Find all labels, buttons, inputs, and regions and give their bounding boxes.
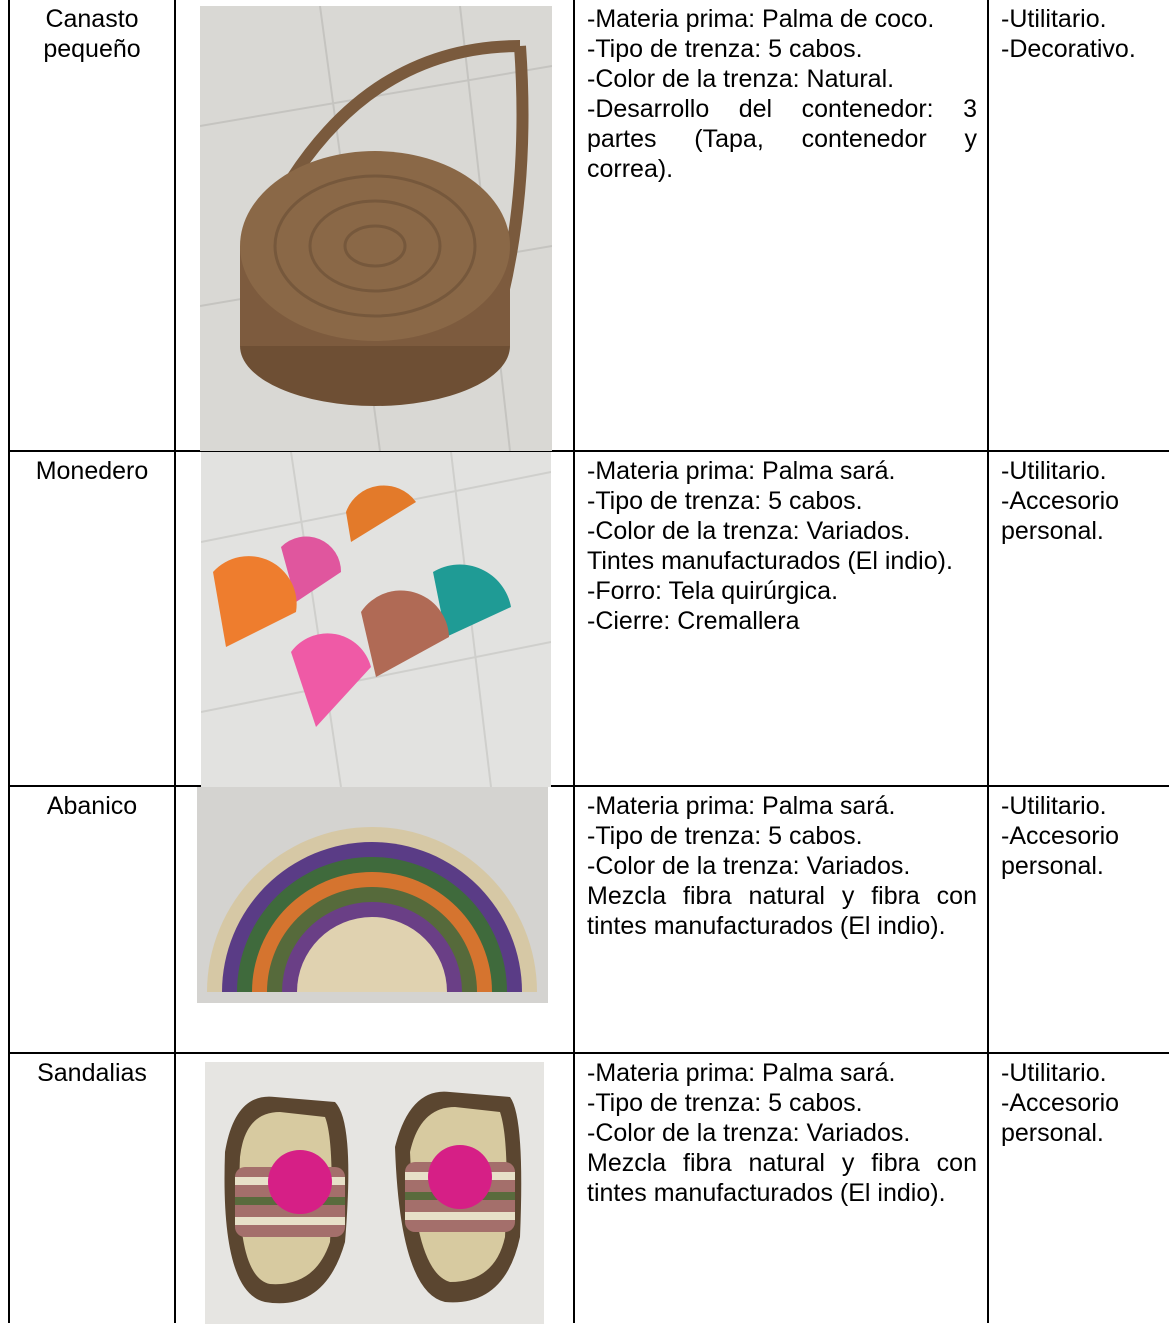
description-line: -Color de la trenza: Variados. <box>587 517 911 545</box>
description-line: -Materia prima: Palma sará. <box>587 1059 896 1087</box>
table-row <box>9 1053 1169 1323</box>
product-photo-cell <box>175 786 574 1053</box>
table-row <box>9 0 1169 451</box>
use-line: -Accesorio personal. <box>1001 1089 1120 1147</box>
product-name: Monedero <box>9 451 175 786</box>
description-line: -Color de la trenza: Natural. <box>587 65 895 93</box>
use-line: -Utilitario. <box>1001 5 1107 33</box>
product-use <box>988 1053 1169 1323</box>
coin-purses-photo <box>201 452 551 787</box>
description-line: -Materia prima: Palma de coco. <box>587 5 935 33</box>
description-line: -Tipo de trenza: 5 cabos. <box>587 822 863 850</box>
product-use <box>988 786 1169 1053</box>
description-line: -Color de la trenza: Variados. <box>587 852 911 880</box>
use-line: -Accesorio personal. <box>1001 487 1120 545</box>
description-line: -Materia prima: Palma sará. <box>587 457 896 485</box>
table-row <box>9 786 1169 1053</box>
description-line: -Tipo de trenza: 5 cabos. <box>587 1089 863 1117</box>
description-line: -Tipo de trenza: 5 cabos. <box>587 487 863 515</box>
product-description <box>574 0 988 451</box>
description-line: Mezcla fibra natural y fibra con tintes manufacturados (El indio). <box>587 882 977 940</box>
description-line: -Color de la trenza: Variados. <box>587 1119 911 1147</box>
product-table <box>8 0 1169 1323</box>
description-line: -Materia prima: Palma sará. <box>587 792 896 820</box>
product-description <box>574 1053 988 1323</box>
use-line: -Utilitario. <box>1001 457 1107 485</box>
fan-photo <box>197 787 548 1003</box>
product-description <box>574 451 988 786</box>
product-name: Sandalias <box>9 1053 175 1323</box>
description-line: -Desarrollo del contenedor: 3 partes (Tapa, contenedor y correa). <box>587 95 977 183</box>
product-use <box>988 451 1169 786</box>
description-line: Tintes manufacturados (El indio). <box>587 547 953 575</box>
description-line: -Forro: Tela quirúrgica. <box>587 577 839 605</box>
description-line: -Tipo de trenza: 5 cabos. <box>587 35 863 63</box>
use-line: -Accesorio personal. <box>1001 822 1120 880</box>
product-use <box>988 0 1169 451</box>
small-basket-photo <box>200 6 552 451</box>
use-line: -Utilitario. <box>1001 792 1107 820</box>
product-description <box>574 786 988 1053</box>
product-photo-cell <box>175 451 574 786</box>
use-line: -Utilitario. <box>1001 1059 1107 1087</box>
use-line: -Decorativo. <box>1001 35 1136 63</box>
product-name: Abanico <box>9 786 175 1053</box>
table-row <box>9 451 1169 786</box>
description-line: Mezcla fibra natural y fibra con tintes manufacturados (El indio). <box>587 1149 977 1207</box>
sandals-photo <box>205 1062 544 1324</box>
description-line: -Cierre: Cremallera <box>587 607 800 635</box>
product-photo-cell <box>175 0 574 451</box>
product-photo-cell <box>175 1053 574 1323</box>
product-name: Canasto pequeño <box>9 0 175 451</box>
